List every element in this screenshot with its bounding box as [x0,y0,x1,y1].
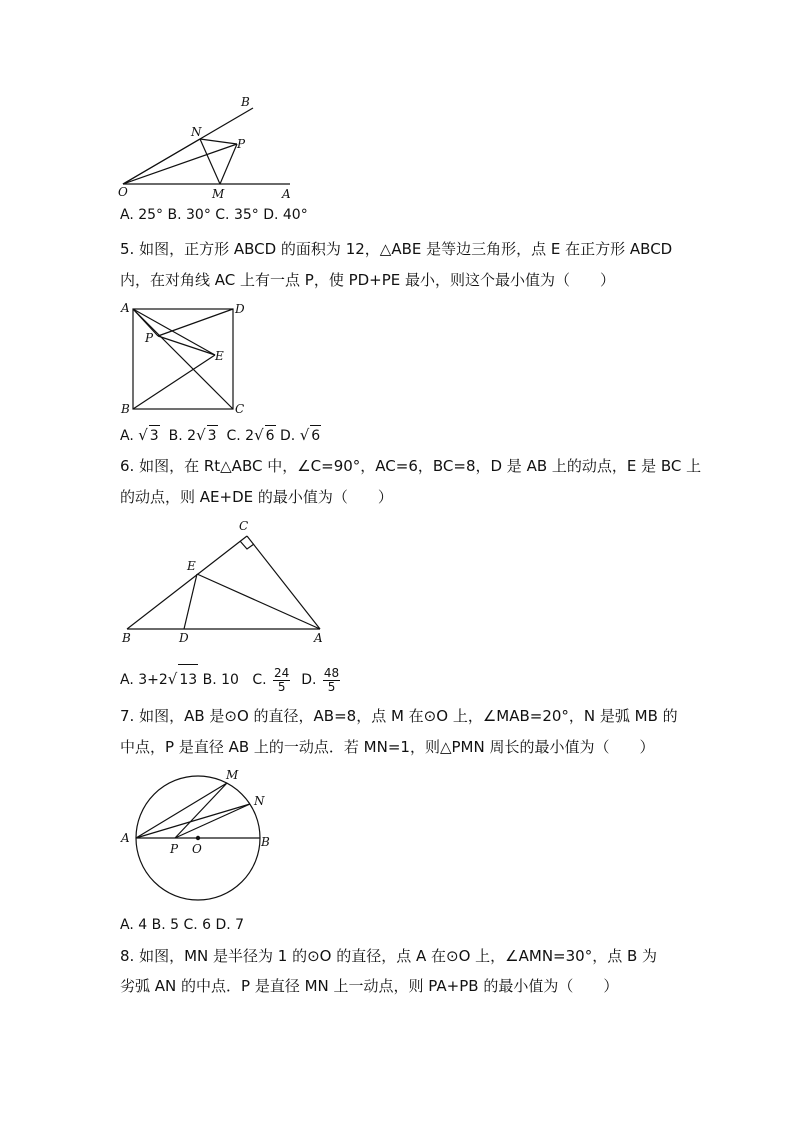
q6-option-c-numerator: 24 [274,665,290,680]
label-N: N [254,794,265,808]
q5-option-a-radicand: 3 [149,425,160,446]
label-O: O [192,842,202,856]
q6-option-d-label: D. [301,672,317,688]
q5-option-c-coef: 2 [245,428,255,444]
label-N: N [191,125,202,139]
q5-option-a-label: A. [120,428,134,444]
q7-text-line1: 7. 如图，AB 是⊙O 的直径，AB=8，点 M 在⊙O 上，∠MAB=20°，N 是弧 MB 的 [120,707,678,725]
label-M: M [226,768,239,782]
figure-q5 [115,298,255,418]
q6-text-line1: 6. 如图，在 Rt△ABC 中，∠C=90°，AC=6，BC=8，D 是 AB 上的动点，E 是 BC 上 [120,457,702,475]
label-A: A [282,187,291,201]
figure-q6 [115,515,335,650]
q6-option-a-label: A. [120,672,134,688]
label-E: E [187,559,196,573]
q7-text-line2: 中点，P 是直径 AB 上的一动点．若 MN=1，则△PMN 周长的最小值为（ ） [120,738,655,756]
q8-text-line2: 劣弧 AN 的中点．P 是直径 MN 上一动点，则 PA+PB 的最小值为（ ） [120,977,619,995]
q5-option-b-radicand: 3 [207,425,218,446]
q5-text-line1: 5. 如图，正方形 ABCD 的面积为 12，△ABE 是等边三角形，点 E 在正方形 ABCD [120,240,673,258]
label-A: A [121,301,130,315]
label-B: B [241,95,250,109]
label-B: B [122,631,131,645]
label-C: C [235,402,245,416]
q6-option-c-denominator: 5 [277,679,286,694]
label-P: P [237,137,246,151]
q8-text-line1: 8. 如图，MN 是半径为 1 的⊙O 的直径，点 A 在⊙O 上，∠AMN=30°，点 B 为 [120,947,658,965]
label-M: M [212,187,225,201]
label-D: D [179,631,189,645]
q5-option-d-label: D. [280,428,296,444]
label-P: P [170,842,179,856]
q6-option-c-label: C. [252,672,267,688]
label-A: A [121,831,130,845]
q5-option-c-label: C. [226,428,241,444]
label-A: A [314,631,323,645]
q6-options: A. 3+2√ 13 B. 10 C. $\frac{24}{5}$ D. $\frac{48}{5}$ [120,665,340,694]
figure-q4 [115,92,305,204]
q6-option-b: B. 10 [202,672,239,688]
label-D: D [235,302,245,316]
q5-option-d-radicand: 6 [310,425,321,446]
q4-options: A. 25° B. 30° C. 35° D. 40° [120,207,308,223]
label-O: O [118,185,128,199]
q6-option-d-numerator: 48 [323,665,340,680]
label-B: B [121,402,130,416]
label-E: E [215,349,224,363]
label-B: B [261,835,270,849]
q7-options: A. 4 B. 5 C. 6 D. 7 [120,917,245,933]
q5-option-b-label: B. [168,428,183,444]
label-C: C [239,519,249,533]
q6-option-d-denominator: 5 [327,679,336,694]
q5-option-b-coef: 2 [187,428,197,444]
q6-option-a-radicand: 13 [178,664,198,695]
figure-q7 [115,765,280,905]
q5-options: A. √ 3 B. 2√ 3 C. 2√ 6 D. √ 6 [120,426,321,444]
q5-option-c-radicand: 6 [265,425,276,446]
q6-option-a-prefix: 3+2 [138,672,168,688]
q6-text-line2: 的动点，则 AE+DE 的最小值为（ ） [120,488,393,506]
label-P: P [145,331,154,345]
q5-text-line2: 内，在对角线 AC 上有一点 P，使 PD+PE 最小，则这个最小值为（ ） [120,271,616,289]
